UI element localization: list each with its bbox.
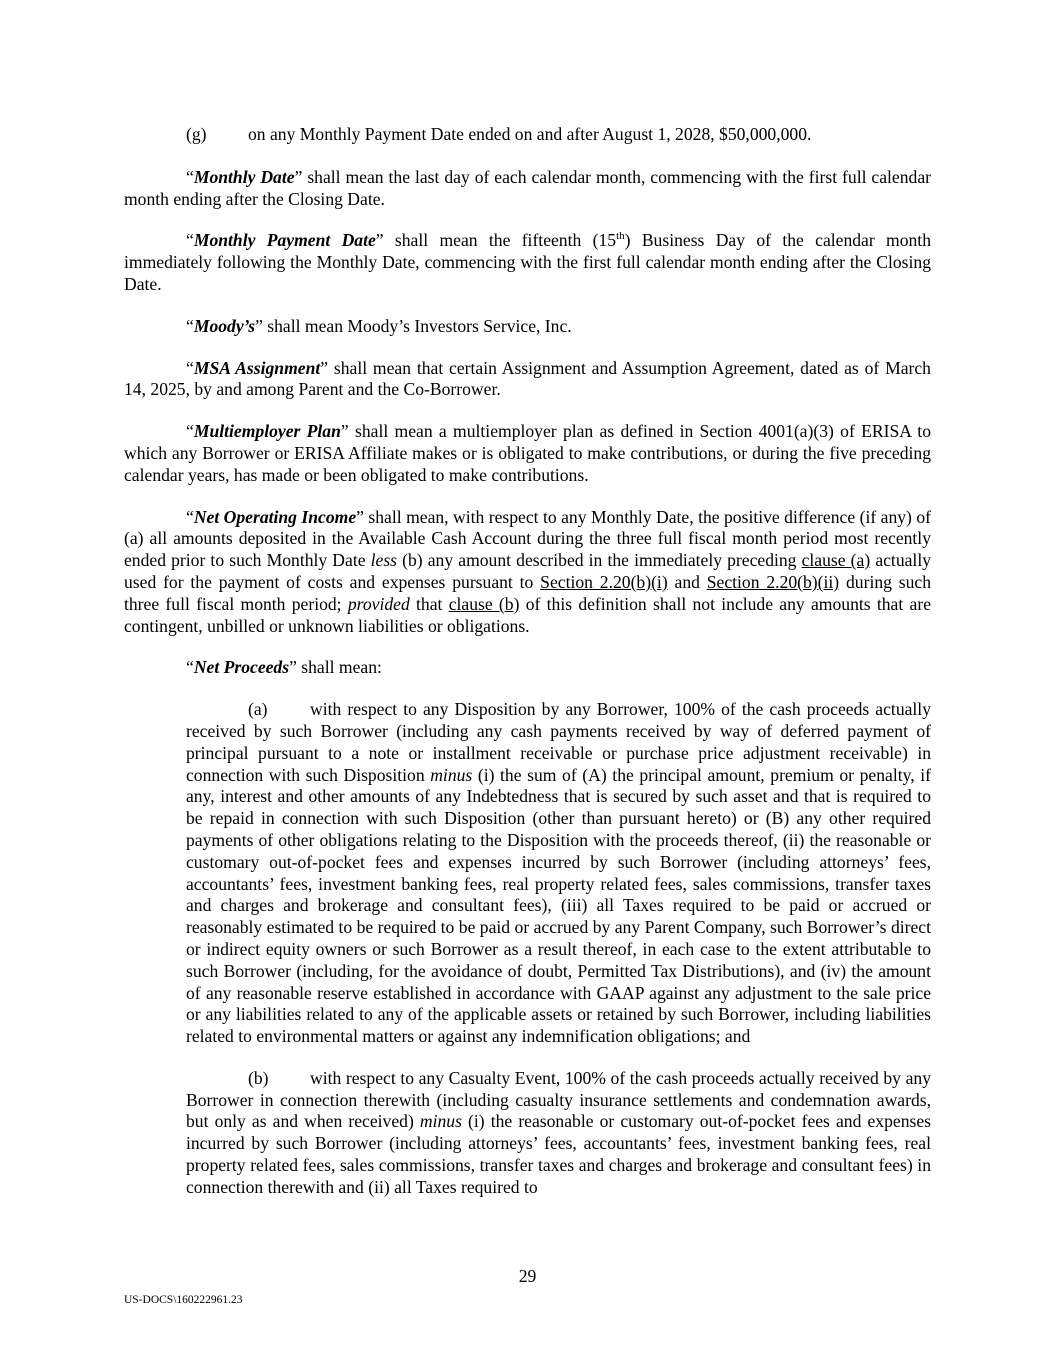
- definition-monthly-date: [124, 167, 931, 211]
- definition-text: ” shall mean that certain Assignment and Assumption Agreement, dated as of March 14, 2025, by and among Parent and the Co-Borrower.: [124, 357, 931, 400]
- definition-monthly-payment-date: [124, 230, 931, 295]
- italic-less: less: [370, 550, 398, 571]
- defined-term: Multiemployer Plan: [193, 421, 341, 442]
- open-quote: “: [186, 166, 194, 187]
- page-number: 29: [518, 1266, 537, 1286]
- definition-text: (b) any amount described in the immediately preceding: [397, 550, 802, 571]
- open-quote: “: [186, 657, 194, 678]
- section-2-20-b-ii-reference: Section 2.20(b)(ii): [706, 571, 840, 592]
- definition-text: ” shall mean a multiemployer plan as defined in Section 4001(a)(3) of ERISA to which any Borrower or ERISA Affiliate makes or is obligated to make contributions, or during the five preceding calendar years, has made or been obligated to make contributions.: [124, 421, 931, 485]
- document-body: [124, 124, 931, 1219]
- definition-multiemployer-plan: [124, 421, 931, 486]
- defined-term: MSA Assignment: [193, 357, 321, 378]
- definition-text: ) Business Day of the calendar month immediately following the Monthly Date, commencing with the first full calendar month ending after the Closing Date.: [124, 230, 931, 294]
- definition-net-operating-income: [124, 507, 931, 638]
- italic-provided: provided: [347, 593, 410, 614]
- item-g-label: (g): [186, 124, 207, 144]
- item-a-text: with respect to any Disposition by any Borrower, 100% of the cash proceeds actually received by such Borrower (including any cash payments received by way of deferred payment of principal pursuant to a note or installment receivable or purchase price adjustment receivable) in connection with such Disposition: [186, 699, 931, 785]
- section-2-20-b-i-reference: Section 2.20(b)(i): [540, 571, 668, 592]
- item-a-label: (a): [248, 699, 268, 720]
- item-g-text: on any Monthly Payment Date ended on and after August 1, 2028, $50,000,000.: [248, 124, 812, 144]
- definition-msa-assignment: [124, 358, 931, 402]
- open-quote: “: [186, 506, 194, 527]
- definition-text: of this definition shall not include any amounts that are contingent, unbilled or unknown liabilities or obligations.: [124, 593, 932, 636]
- item-b-text: (i) the reasonable or customary out-of-pocket fees and expenses incurred by such Borrower (including attorneys’ fees, accountants’ fees, investment banking fees, real property related fees, sales commissions, transfer taxes and charges and brokerage and consultant fees) in connection therewith and (ii) all Taxes required to: [186, 1111, 931, 1197]
- definition-text: ” shall mean, with respect to any Monthly Date, the positive difference (if any) of (a) all amounts deposited in the Available Cash Account during the three full fiscal month period most recently ended prior to such Monthly Date: [124, 506, 931, 571]
- defined-term: Net Operating Income: [193, 506, 357, 527]
- net-proceeds-item-a: [186, 699, 931, 1048]
- open-quote: “: [186, 421, 194, 442]
- defined-term: Monthly Payment Date: [193, 230, 376, 251]
- item-g-paragraph: [124, 124, 931, 146]
- clause-b-reference: clause (b): [448, 593, 520, 614]
- italic-minus: minus: [430, 764, 473, 785]
- item-b-label: (b): [248, 1067, 269, 1088]
- defined-term: Net Proceeds: [193, 657, 290, 678]
- open-quote: “: [186, 230, 194, 251]
- ordinal-superscript: th: [616, 230, 625, 243]
- definition-text: actually used for the payment of costs and expenses pursuant to: [124, 550, 931, 592]
- item-b-text: with respect to any Casualty Event, 100% of the cash proceeds actually received by any Borrower in connection therewith (including casualty insurance settlements and condemnation awards, but only as and when received): [186, 1067, 931, 1132]
- open-quote: “: [186, 315, 194, 336]
- definition-text: during such three full fiscal month period;: [124, 571, 931, 614]
- definition-text: ” shall mean the fifteenth (15: [375, 230, 617, 251]
- defined-term: Moody’s: [193, 315, 256, 336]
- defined-term: Monthly Date: [193, 166, 295, 187]
- clause-a-reference: clause (a): [801, 550, 871, 571]
- definition-text: ” shall mean the last day of each calendar month, commencing with the first full calendar month ending after the Closing Date.: [124, 166, 931, 209]
- italic-minus: minus: [419, 1111, 462, 1132]
- net-proceeds-item-b: [186, 1068, 931, 1199]
- definition-net-proceeds: [124, 657, 931, 679]
- definition-text: ” shall mean Moody’s Investors Service, Inc.: [255, 315, 572, 336]
- open-quote: “: [186, 357, 194, 378]
- definition-text: that: [409, 593, 449, 614]
- document-id: US-DOCS\160222961.23: [124, 1294, 243, 1306]
- item-a-text: (i) the sum of (A) the principal amount, premium or penalty, if any, interest and other amounts of any Indebtedness that is secured by such asset and that is required to be repaid in connection with such Disposition (other than pursuant hereto) or (B) any other required payments of other obligations relating to the Disposition with the proceeds thereof, (ii) the reasonable or customary out-of-pocket fees and expenses incurred by such Borrower (including attorneys’ fees, accountants’ fees, investment banking fees, real property related fees, sales commissions, transfer taxes and charges and brokerage and consultant fees), (iii) all Taxes required to be paid or accrued or reasonably estimated to be required to be paid or accrued by any Parent Company, such Borrower’s direct or indirect equity owners or such Borrower as a result thereof, in each case to the extent attributable to such Borrower (including, for the avoidance of doubt, Permitted Tax Distributions), and (iv) the amount of any reasonable reserve established in accordance with GAAP against any adjustment to the sale price or any liabilities related to any of the applicable assets or retained by such Borrower, including liabilities related to environmental matters or against any indemnification obligations; and: [186, 764, 931, 1047]
- definition-moodys: [124, 316, 931, 338]
- definition-text: and: [667, 571, 707, 592]
- definition-text: ” shall mean:: [289, 657, 382, 678]
